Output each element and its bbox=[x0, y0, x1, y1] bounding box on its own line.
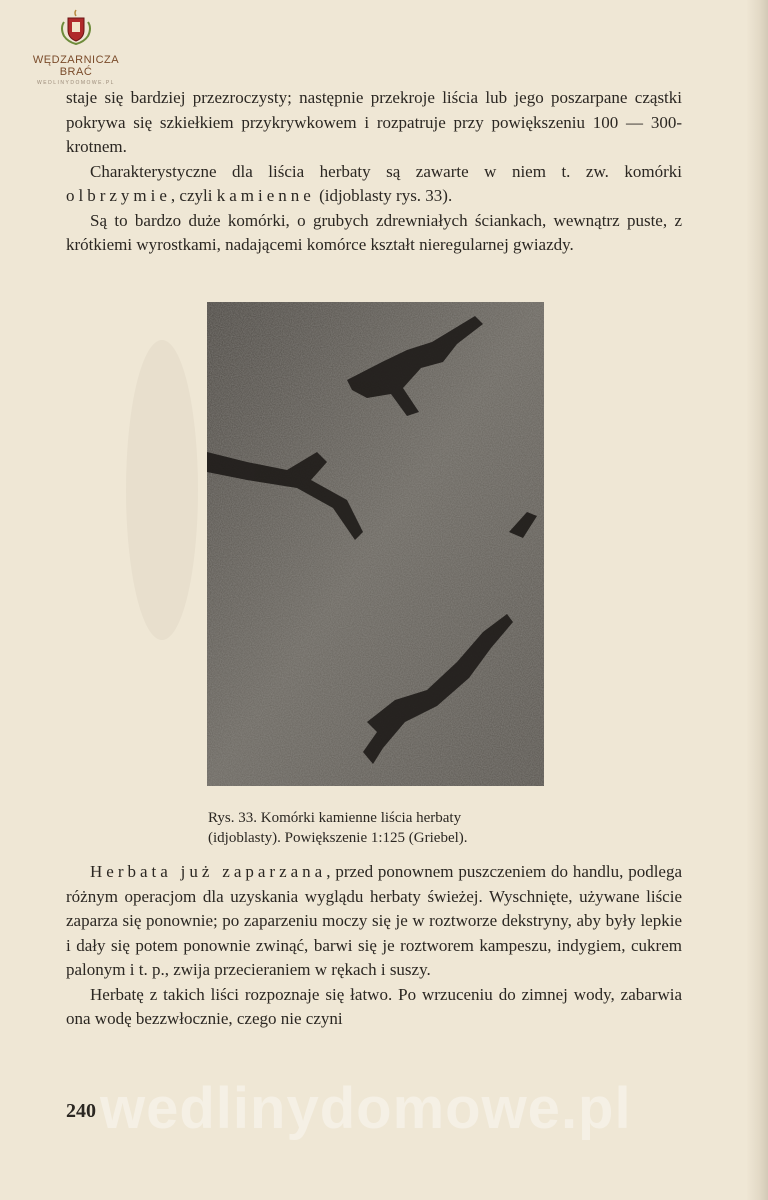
top-text-block bbox=[66, 86, 682, 258]
text-run: Herbatę z takich liści rozpoznaje się łatwo. Po wrzuceniu do zimnej wody, zabarwia ona wodę bezzwłocznie, czego nie czyni bbox=[66, 984, 682, 1028]
page-number: 240 bbox=[66, 1100, 96, 1122]
text-run: Są to bardzo duże komórki, o grubych zdrewniałych ściankach, wewnątrz puste, z krótkiemi wyrostkami, nadającemi komórce kształt nieregularnej gwiazdy. bbox=[66, 210, 682, 254]
page-edge-shadow bbox=[746, 0, 768, 1200]
emphasis-text: kamienne bbox=[216, 186, 315, 205]
text-run: Charakterystyczne dla liścia herbaty są zawarte w niem t. zw. komórki bbox=[90, 161, 682, 181]
site-watermark: wedlinydomowe.pl bbox=[100, 1076, 632, 1141]
text-run: , czyli bbox=[170, 186, 217, 205]
caption-line-1: Rys. 33. Komórki kamienne liścia herbaty bbox=[208, 810, 462, 826]
crest-icon bbox=[56, 8, 96, 48]
logo-subtitle: WEDLINYDOMOWE.PL bbox=[37, 80, 115, 86]
paragraph bbox=[66, 983, 682, 1032]
paragraph bbox=[66, 209, 682, 258]
text-run: , przed ponownem puszczeniem do handlu, podlega różnym operacjom dla uzyskania wyglądu herbaty świeżej. Wyschnięte, używane liście zaparza się ponownie; po zaparzeniu moczy się je w roztworze dekstryny, aby były lepkie i dały się potem ponownie zwinąć, barwi się je roztworem kampeszu, indygiem, cukrem palonym i t. p., zwija przecieraniem w rękach i suszy. bbox=[66, 862, 683, 979]
emphasis-text: olbrzymie bbox=[66, 186, 171, 205]
caption-line-2: (idjoblasty). Powiększenie 1:125 (Griebel). bbox=[208, 830, 468, 846]
bleed-through-leaf bbox=[126, 340, 198, 640]
logo-name: WĘDZARNICZA BRAĆ bbox=[32, 54, 120, 78]
emphasis-text: Herbata już zaparzana bbox=[90, 862, 327, 881]
bottom-text-block bbox=[66, 860, 682, 1032]
micrograph-figure bbox=[207, 302, 544, 786]
paragraph bbox=[66, 860, 682, 983]
figure-caption bbox=[208, 808, 568, 848]
text-run: (idjoblasty rys. 33). bbox=[314, 186, 453, 205]
text-run: staje się bardziej przezroczysty; następnie przekroje liścia lub jego poszarpane cząstki pokrywa się szkiełkiem przykrywkowem i rozpatruje przy powiększeniu 100 — 300-krotnem. bbox=[66, 88, 682, 156]
paragraph bbox=[66, 160, 682, 209]
publisher-logo bbox=[16, 8, 136, 88]
paragraph bbox=[66, 86, 682, 160]
